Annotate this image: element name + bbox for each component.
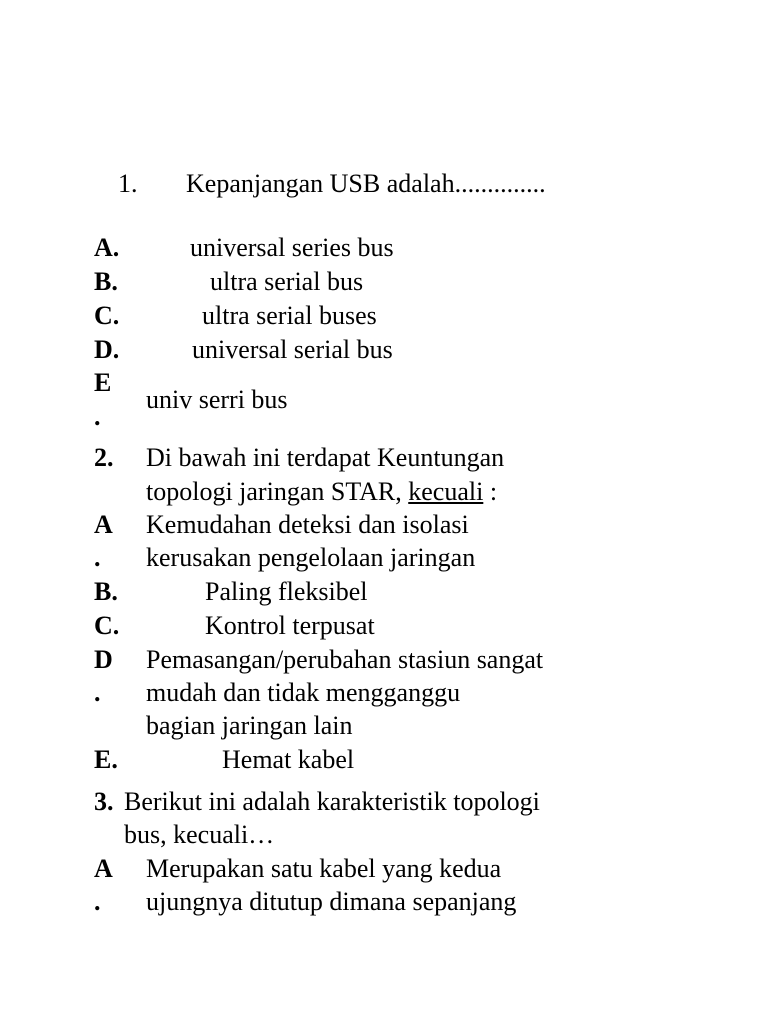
q3-option-a-dot: . bbox=[94, 887, 101, 916]
q3-question-line2: bus, kecuali… bbox=[124, 820, 275, 849]
q3-question-line1: Berikut ini adalah karakteristik topologi bbox=[124, 787, 540, 816]
q1-option-e-text: univ serri bus bbox=[146, 385, 288, 414]
q2-question-line2-suffix: : bbox=[483, 477, 498, 506]
q1-option-c-text: ultra serial buses bbox=[202, 301, 377, 330]
q2-option-c-text: Kontrol terpusat bbox=[205, 611, 375, 640]
q3-option-a-line1: Merupakan satu kabel yang kedua bbox=[146, 854, 502, 883]
q2-question-line1: Di bawah ini terdapat Keuntungan bbox=[146, 443, 505, 472]
q2-option-c-letter: C. bbox=[94, 611, 120, 640]
q2-option-a-line1: Kemudahan deteksi dan isolasi bbox=[146, 510, 469, 539]
q2-option-d-line1: Pemasangan/perubahan stasiun sangat bbox=[146, 645, 544, 674]
q1-option-d-letter: D. bbox=[94, 335, 120, 364]
q3-option-a-line2: ujungnya ditutup dimana sepanjang bbox=[146, 887, 517, 916]
q2-option-d-line2: mudah dan tidak mengganggu bbox=[146, 678, 461, 707]
q1-option-a-text: universal series bus bbox=[190, 233, 394, 262]
q2-option-d-line3: bagian jaringan lain bbox=[146, 711, 353, 740]
q1-option-e-letter: E bbox=[94, 368, 112, 397]
q2-option-a-line2: kerusakan pengelolaan jaringan bbox=[146, 543, 476, 572]
q2-option-e-letter: E. bbox=[94, 745, 118, 774]
q2-question-keyword: kecuali bbox=[408, 477, 484, 506]
q1-number: 1. bbox=[118, 169, 138, 198]
q1-option-b-text: ultra serial bus bbox=[210, 267, 364, 296]
q1-option-a-letter: A. bbox=[94, 233, 120, 262]
q1-option-b-letter: B. bbox=[94, 267, 118, 296]
q2-question-line2 bbox=[146, 475, 497, 509]
q2-option-d-letter: D bbox=[94, 645, 113, 674]
q1-option-c-letter: C. bbox=[94, 301, 120, 330]
q2-option-e-text: Hemat kabel bbox=[222, 745, 355, 774]
q2-option-d-dot: . bbox=[94, 678, 101, 707]
q1-question: Kepanjangan USB adalah.............. bbox=[186, 169, 546, 198]
q2-option-a-letter: A bbox=[94, 510, 113, 539]
q2-number: 2. bbox=[94, 443, 114, 472]
q2-option-b-letter: B. bbox=[94, 577, 118, 606]
q1-option-d-text: universal serial bus bbox=[192, 335, 393, 364]
q2-option-b-text: Paling fleksibel bbox=[205, 577, 368, 606]
q2-question-line2-prefix: topologi jaringan STAR, bbox=[146, 477, 409, 506]
q1-option-e-dot: . bbox=[94, 402, 101, 431]
q3-option-a-letter: A bbox=[94, 854, 113, 883]
q2-option-a-dot: . bbox=[94, 543, 101, 572]
q3-number: 3. bbox=[94, 787, 114, 816]
